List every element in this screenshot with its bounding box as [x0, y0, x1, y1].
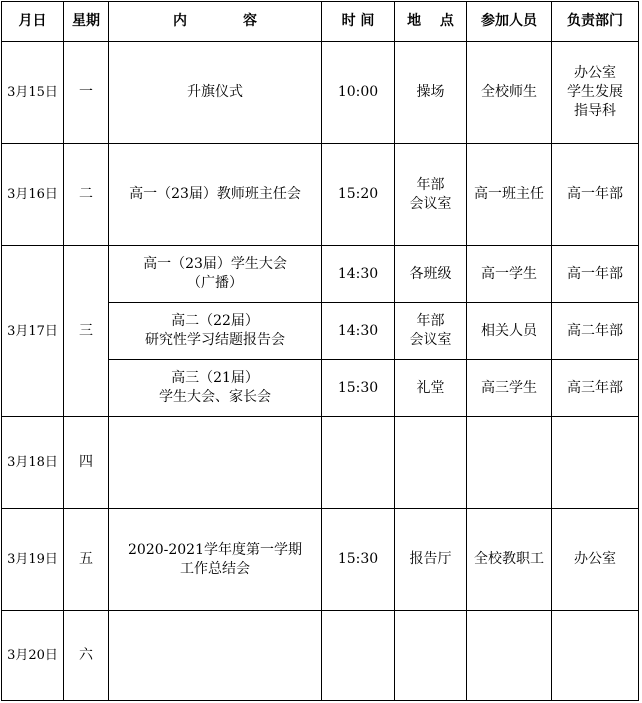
weekday-cell: 四 [64, 417, 109, 509]
dept-cell [552, 417, 639, 509]
content-cell: 高三（21届） 学生大会、家长会 [109, 360, 322, 417]
place-cell: 各班级 [395, 246, 467, 303]
dept-cell: 高一年部 [552, 246, 639, 303]
time-cell: 15:20 [322, 144, 395, 246]
table-row [2, 144, 639, 246]
date-cell: 3月15日 [2, 42, 64, 144]
content-cell: 高一（23届）学生大会 （广播） [109, 246, 322, 303]
content-cell [109, 611, 322, 701]
place-cell: 报告厅 [395, 509, 467, 611]
dept-cell [552, 611, 639, 701]
content-cell: 高二（22届） 研究性学习结题报告会 [109, 303, 322, 360]
date-cell: 3月18日 [2, 417, 64, 509]
table-row [2, 246, 639, 303]
content-cell [109, 417, 322, 509]
participants-cell: 全校教职工 [467, 509, 552, 611]
dept-cell: 办公室 [552, 509, 639, 611]
participants-cell: 全校师生 [467, 42, 552, 144]
table-row [2, 611, 639, 701]
time-cell: 15:30 [322, 360, 395, 417]
place-cell [395, 611, 467, 701]
header-time: 时 间 [322, 2, 395, 42]
table-row [2, 417, 639, 509]
dept-cell: 高一年部 [552, 144, 639, 246]
participants-cell: 高一班主任 [467, 144, 552, 246]
header-content: 内 容 [109, 2, 322, 42]
time-cell: 10:00 [322, 42, 395, 144]
time-cell [322, 611, 395, 701]
date-cell: 3月16日 [2, 144, 64, 246]
schedule-table [1, 1, 639, 701]
weekday-cell: 五 [64, 509, 109, 611]
participants-cell [467, 417, 552, 509]
weekday-cell: 六 [64, 611, 109, 701]
place-cell: 操场 [395, 42, 467, 144]
dept-cell: 高二年部 [552, 303, 639, 360]
dept-cell: 办公室 学生发展 指导科 [552, 42, 639, 144]
header-participants: 参加人员 [467, 2, 552, 42]
header-place: 地 点 [395, 2, 467, 42]
time-cell: 15:30 [322, 509, 395, 611]
time-cell [322, 417, 395, 509]
participants-cell: 相关人员 [467, 303, 552, 360]
table-row [2, 42, 639, 144]
table-row [2, 509, 639, 611]
weekday-cell: 一 [64, 42, 109, 144]
dept-cell: 高三年部 [552, 360, 639, 417]
content-cell: 2020-2021学年度第一学期 工作总结会 [109, 509, 322, 611]
date-cell: 3月17日 [2, 246, 64, 417]
time-cell: 14:30 [322, 303, 395, 360]
header-date: 月日 [2, 2, 64, 42]
weekday-cell: 三 [64, 246, 109, 417]
place-cell: 年部 会议室 [395, 303, 467, 360]
date-cell: 3月20日 [2, 611, 64, 701]
participants-cell: 高一学生 [467, 246, 552, 303]
participants-cell: 高三学生 [467, 360, 552, 417]
header-weekday: 星期 [64, 2, 109, 42]
participants-cell [467, 611, 552, 701]
content-cell: 高一（23届）教师班主任会 [109, 144, 322, 246]
weekday-cell: 二 [64, 144, 109, 246]
place-cell [395, 417, 467, 509]
place-cell: 礼堂 [395, 360, 467, 417]
header-row [2, 2, 639, 42]
place-cell: 年部 会议室 [395, 144, 467, 246]
date-cell: 3月19日 [2, 509, 64, 611]
content-cell: 升旗仪式 [109, 42, 322, 144]
time-cell: 14:30 [322, 246, 395, 303]
header-dept: 负责部门 [552, 2, 639, 42]
